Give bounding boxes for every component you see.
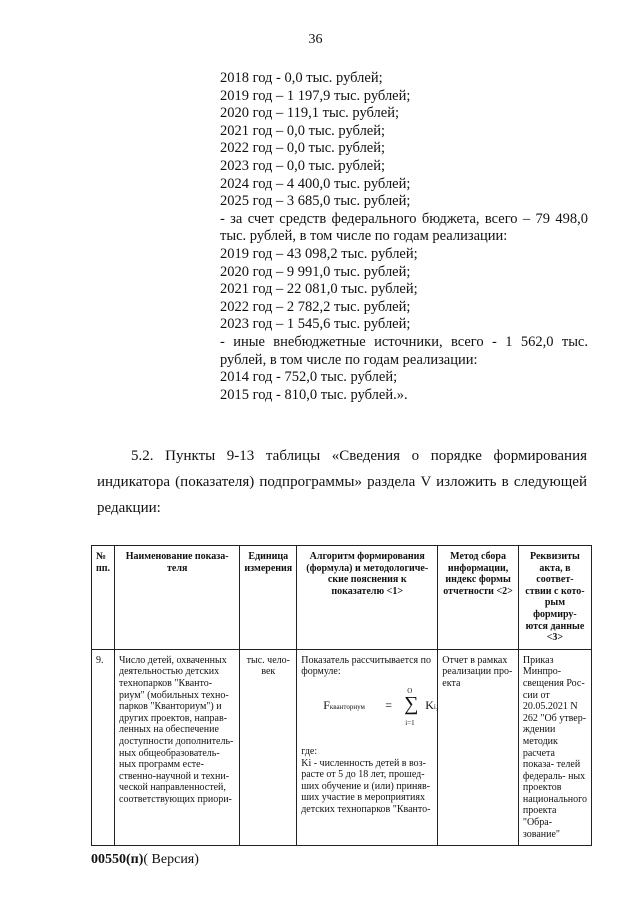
budget-line: 2020 год – 9 991,0 тыс. рублей; [220, 263, 411, 280]
budget-line: 2023 год – 1 545,6 тыс. рублей; [220, 316, 411, 333]
footer-version: ( Версия) [143, 852, 199, 867]
document-footer [91, 852, 199, 868]
amendment-paragraph [97, 443, 587, 521]
budget-line: 2019 год – 1 197,9 тыс. рублей; [220, 87, 411, 104]
budget-line: 2018 год - 0,0 тыс. рублей; [220, 70, 383, 86]
paragraph-line-3: редакции: [97, 500, 161, 516]
budget-line: - за счет средств федерального бюджета, всего – 79 498,0 [220, 210, 588, 227]
table-header-row [92, 546, 592, 650]
budget-line: 2024 год – 4 400,0 тыс. рублей; [220, 175, 411, 192]
budget-line: 2019 год – 43 098,2 тыс. рублей; [220, 245, 418, 262]
cell-unit: тыс. чело- век [240, 649, 297, 846]
formula [323, 686, 439, 734]
formula-sum-upper: O [407, 686, 413, 695]
budget-line: 2025 год – 3 685,0 тыс. рублей; [220, 193, 411, 210]
budget-line: тыс. рублей, в том числе по годам реализации: [220, 228, 508, 245]
formula-sum-sign: ∑ [404, 692, 419, 715]
formula-sum-lower: i=1 [405, 718, 415, 727]
header-name: Наименование показа- теля [115, 546, 240, 650]
formula-rhs: Ki, [425, 697, 439, 712]
header-unit: Единица измерения [240, 546, 297, 650]
algo-definition: Ki - численность детей в воз- расте от 5 до 18 лет, прошед- ших обучение и (или) приняв- ших участие в мероприятиях детских технопарков "Кванто- [301, 757, 431, 815]
budget-line: - иные внебюджетные источники, всего - 1 562,0 тыс. [220, 333, 588, 350]
budget-line: рублей, в том числе по годам реализации: [220, 351, 478, 368]
budget-line: 2022 год – 2 782,2 тыс. рублей; [220, 298, 411, 315]
cell-num: 9. [92, 649, 115, 846]
budget-line: 2023 год – 0,0 тыс. рублей; [220, 157, 386, 174]
budget-block [220, 70, 588, 404]
header-algorithm: Алгоритм формирования (формула) и методологиче- ские пояснения к показателю <1> [297, 546, 438, 650]
cell-requisites: Приказ Минпро- свещения Рос- сии от 20.05.2021 N 262 "Об утвер- ждении методик расчета показа- телей федераль- ных проектов национального проекта "Обра- зование" [518, 649, 591, 846]
header-requisites: Реквизиты акта, в соответ- ствии с кото- рым формиру- ются данные <3> [518, 546, 591, 650]
budget-line: 2020 год – 119,1 тыс. рублей; [220, 105, 399, 122]
footer-code: 00550(п) [91, 852, 144, 867]
header-method: Метод сбора информации, индекс формы отчетности <2> [438, 546, 519, 650]
indicator-table [91, 545, 592, 846]
budget-line: 2021 год – 0,0 тыс. рублей; [220, 122, 386, 139]
header-num: № пп. [92, 546, 115, 650]
paragraph-line-1: 5.2. Пункты 9-13 таблицы «Сведения о порядке формирования [131, 448, 587, 464]
cell-name: Число детей, охваченных деятельностью детских технопарков "Кванто- риум" (мобильных техно- парков "Кванториум") и других проектов, направ- ленных на обеспечение доступности дополнитель- ных общеобразователь- ных программ есте- ственно-научной и техни- ческой направленностей, соответствующих приори- [115, 649, 240, 846]
formula-equals: = [385, 697, 392, 712]
cell-algorithm [297, 649, 438, 846]
budget-line: 2014 год - 752,0 тыс. рублей; [220, 369, 398, 386]
algo-where: где: [301, 745, 318, 757]
budget-line: 2022 год – 0,0 тыс. рублей; [220, 140, 386, 157]
paragraph-line-2: индикатора (показателя) подпрограммы» раздела V изложить в следующей [97, 474, 587, 490]
cell-method: Отчет в рамках реализации про- екта [438, 649, 519, 846]
table-row [92, 649, 592, 846]
page-number: 36 [308, 32, 323, 47]
algo-intro: Показатель рассчитывается по формуле: [301, 654, 432, 678]
budget-line: 2021 год – 22 081,0 тыс. рублей; [220, 281, 418, 298]
budget-line: 2015 год - 810,0 тыс. рублей.». [220, 386, 408, 403]
formula-lhs: Fкванториум [323, 697, 365, 712]
